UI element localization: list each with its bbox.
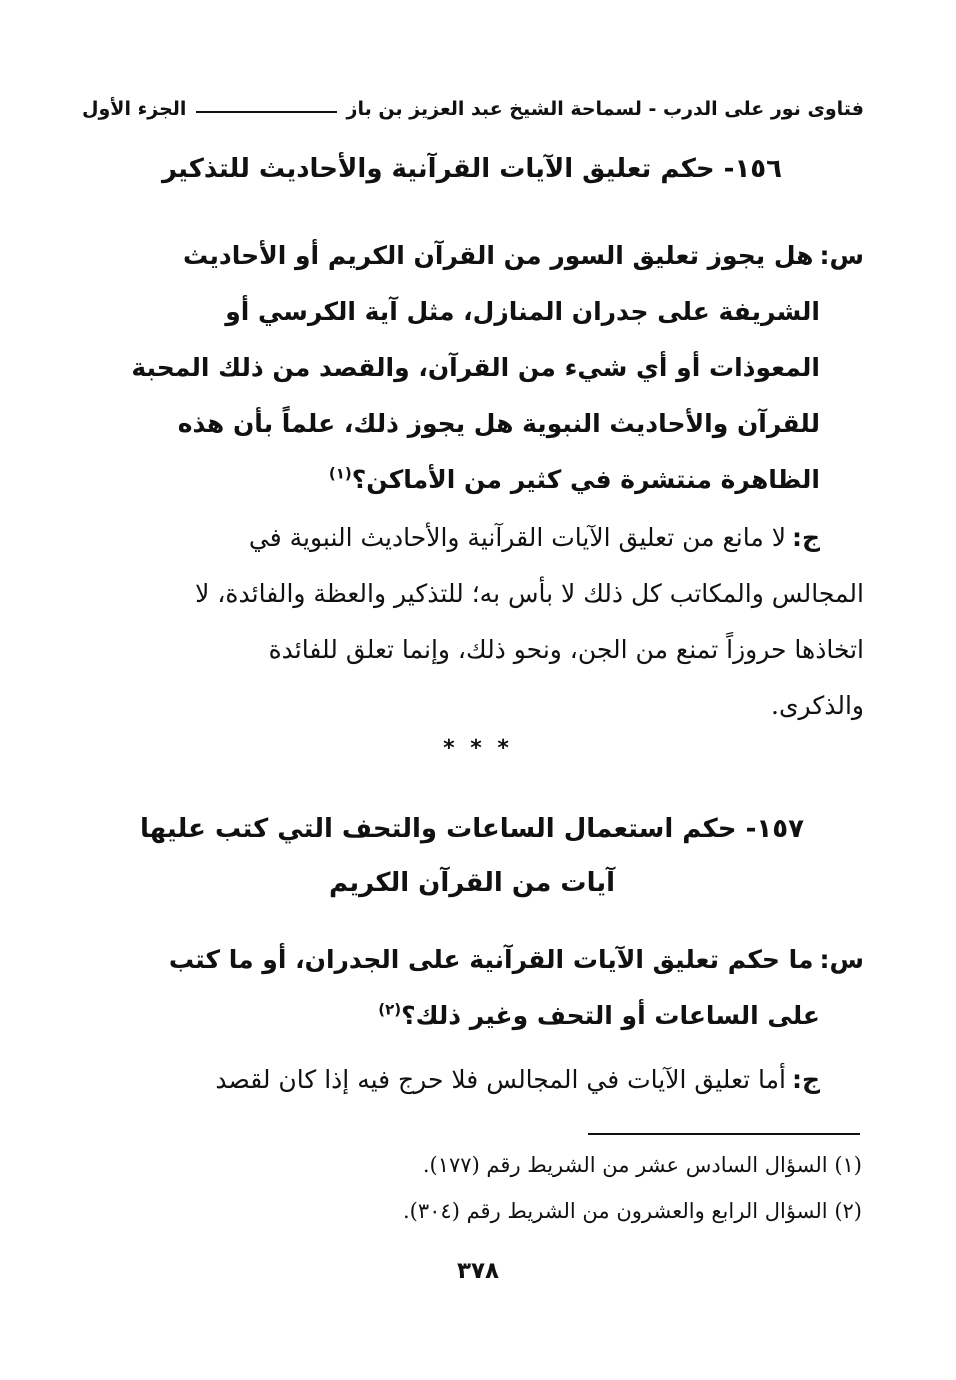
page-number: ٣٧٨ bbox=[456, 1258, 500, 1284]
question-label: س: bbox=[819, 241, 864, 270]
question-text: هل يجوز تعليق السور من القرآن الكريم أو الأحاديث bbox=[183, 241, 814, 270]
footnote-ref: (٢) bbox=[378, 1000, 402, 1019]
fatwa-156-title bbox=[80, 142, 864, 196]
answer-text: أما تعليق الآيات في المجالس فلا حرج فيه إذا كان لقصد bbox=[215, 1065, 786, 1094]
answer-line: المجالس والمكاتب كل ذلك لا بأس به؛ للتذكير والعظة والفائدة، لا bbox=[195, 579, 864, 608]
question-line bbox=[80, 452, 864, 508]
question-text: على الساعات أو التحف وغير ذلك؟ bbox=[401, 1001, 820, 1030]
fatwa-157-question bbox=[80, 932, 864, 1044]
answer-line bbox=[80, 1052, 864, 1108]
fatwa-156-answer bbox=[80, 510, 864, 734]
footnote-rule bbox=[588, 1133, 860, 1135]
volume-label: الجزء الأول bbox=[82, 98, 187, 120]
question-line bbox=[80, 932, 864, 988]
answer-label: ج: bbox=[791, 523, 820, 552]
question-line bbox=[80, 228, 864, 284]
question-line bbox=[80, 988, 864, 1044]
section-separator: * * * bbox=[443, 736, 513, 761]
answer-text: لا مانع من تعليق الآيات القرآنية والأحاديث النبوية في bbox=[248, 523, 786, 552]
footnote: (٢) السؤال الرابع والعشرون من الشريط رقم (٣٠٤). bbox=[402, 1199, 862, 1223]
fatwa-157-answer bbox=[80, 1052, 864, 1108]
question-line: الشريفة على جدران المنازل، مثل آية الكرسي أو bbox=[225, 297, 820, 326]
answer-line: اتخاذها حروزاً تمنع من الجن، ونحو ذلك، وإنما تعلق للفائدة bbox=[268, 635, 864, 664]
footnote: (١) السؤال السادس عشر من الشريط رقم (١٧٧). bbox=[422, 1153, 862, 1177]
answer-line bbox=[80, 510, 864, 566]
fatwa-157-title-line: آيات من القرآن الكريم bbox=[329, 868, 615, 898]
footnotes bbox=[300, 1142, 862, 1234]
fatwa-156-question bbox=[80, 228, 864, 508]
fatwa-156-title-text: ١٥٦- حكم تعليق الآيات القرآنية والأحاديث للتذكير bbox=[161, 154, 783, 184]
answer-label: ج: bbox=[791, 1065, 820, 1094]
question-text: الظاهرة منتشرة في كثير من الأماكن؟ bbox=[351, 465, 820, 494]
question-text: ما حكم تعليق الآيات القرآنية على الجدران، أو ما كتب bbox=[168, 945, 814, 974]
running-header bbox=[82, 92, 864, 126]
fatwa-157-title bbox=[80, 802, 864, 910]
question-label: س: bbox=[819, 945, 864, 974]
answer-line: والذكرى. bbox=[771, 691, 864, 720]
fatwa-157-title-line: ١٥٧- حكم استعمال الساعات والتحف التي كتب عليها bbox=[140, 814, 804, 844]
question-line: المعوذات أو أي شيء من القرآن، والقصد من ذلك المحبة bbox=[131, 353, 820, 382]
book-title: فتاوى نور على الدرب - لسماحة الشيخ عبد العزيز بن باز bbox=[346, 98, 864, 120]
header-rule bbox=[196, 111, 336, 113]
question-line: للقرآن والأحاديث النبوية هل يجوز ذلك، علماً بأن هذه bbox=[177, 409, 820, 438]
footnote-ref: (١) bbox=[328, 464, 352, 483]
